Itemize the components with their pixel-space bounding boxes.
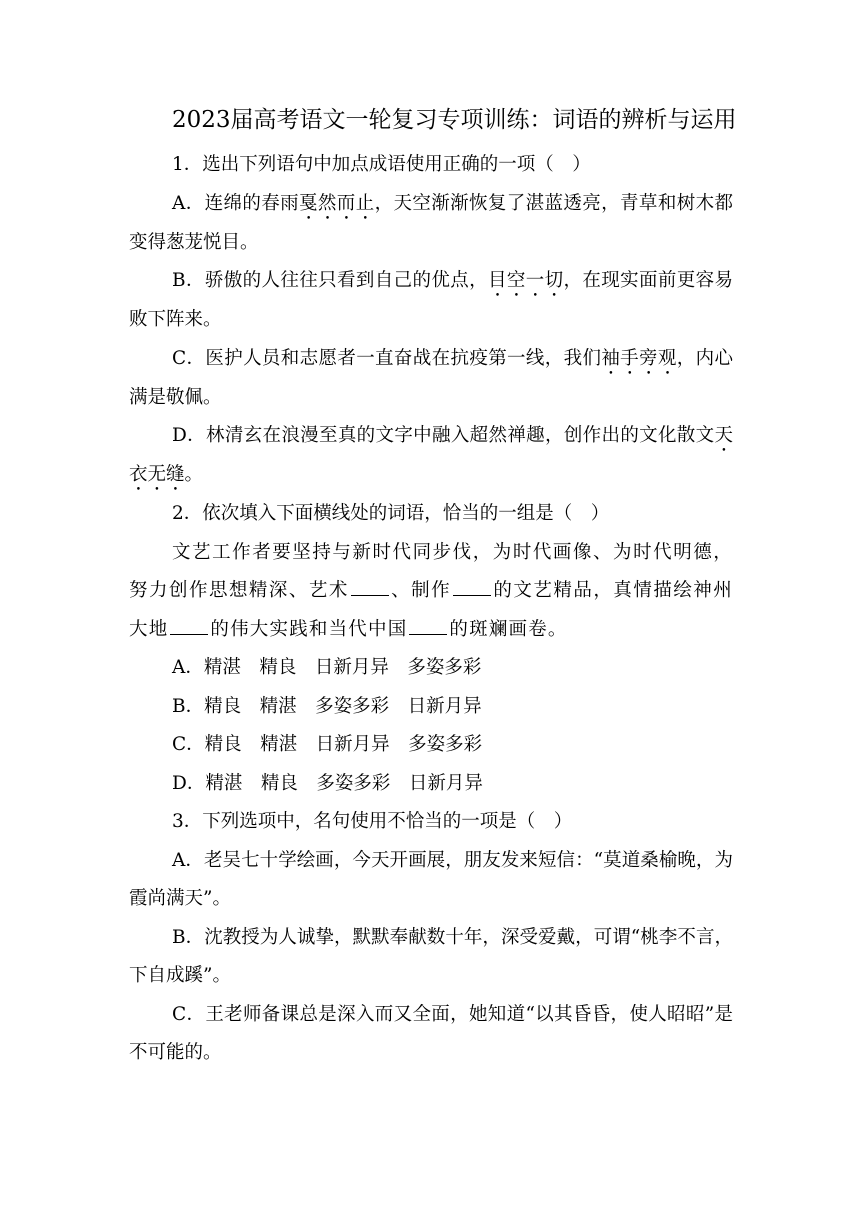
question-3-stem: 3．下列选项中，名句使用不恰当的一项是（ ）: [172, 811, 573, 832]
passage-text: 、制作: [390, 580, 452, 601]
question-2-option-c: C．精良 精湛 日新月异 多姿多彩: [172, 734, 483, 755]
option-text: ，天空渐渐恢复了湛蓝透亮，青草和树木都变得葱茏悦目。: [129, 192, 733, 253]
question-3-option-a: A．老吴七十学绘画，今天开画展，朋友发来短信：“莫道桑榆晚，为霞尚满天”。: [129, 849, 733, 909]
question-1-stem: 1．选出下列语句中加点成语使用正确的一项（ ）: [172, 154, 591, 175]
passage-text: 的斑斓画卷。: [449, 618, 568, 640]
fill-blank-4: [409, 617, 447, 635]
question-2-stem: 2．依次填入下面横线处的词语，恰当的一组是（ ）: [172, 503, 610, 524]
option-text: ，在现实面前更容易败下阵来。: [129, 270, 733, 330]
fill-blank-1: [351, 578, 389, 596]
question-3-option-c: C．王老师备课总是深入而又全面，她知道“以其昏昏，使人昭昭”是不可能的。: [129, 1003, 733, 1063]
question-3-option-b: B．沈教授为人诚挚，默默奉献数十年，深受爱戴，可谓“桃李不言，下自成蹊”。: [129, 926, 733, 986]
question-2-option-b: B．精良 精湛 多姿多彩 日新月异: [172, 695, 482, 717]
dotted-idiom: 天衣无缝: [129, 425, 733, 485]
option-text: ，内心满是敬佩。: [129, 347, 733, 408]
question-1-option-c: [129, 340, 733, 418]
question-2-passage: [129, 534, 733, 650]
question-2-option-d: D．精湛 精良 多姿多彩 日新月异: [172, 772, 483, 794]
option-text: B．骄傲的人往往只看到自己的优点，: [172, 270, 488, 291]
passage-text: 的伟大实践和当代中国: [210, 618, 408, 640]
document-title: 2023届高考语文一轮复习专项训练：词语的辨析与运用: [172, 107, 737, 133]
question-1-option-d: [129, 417, 733, 495]
question-1-option-a: [129, 185, 733, 263]
question-2-option-a: A．精湛 精良 日新月异 多姿多彩: [172, 657, 482, 678]
dotted-idiom: 目空一切: [487, 270, 564, 291]
option-text: C．医护人员和志愿者一直奋战在抗疫第一线，我们: [172, 347, 602, 369]
passage-text: 文艺工作者要坚持与新时代同步伐，为时代画像、为时代明德，努力创作思想精深、艺术: [129, 541, 733, 601]
option-text: D．林清玄在浪漫至真的文字中融入超然禅趣，创作出的文化散文: [172, 425, 715, 446]
question-1-option-b: [129, 262, 733, 340]
fill-blank-2: [453, 578, 491, 596]
option-text: A．连绵的春雨: [172, 192, 300, 214]
option-text: 。: [184, 464, 204, 485]
document-body: [129, 146, 733, 1073]
passage-text: 的文艺精品，真情描绘神州大地: [129, 580, 734, 640]
fill-blank-3: [170, 617, 208, 635]
dotted-idiom: 袖手旁观: [601, 347, 677, 369]
dotted-idiom: 戛然而止: [299, 192, 375, 214]
